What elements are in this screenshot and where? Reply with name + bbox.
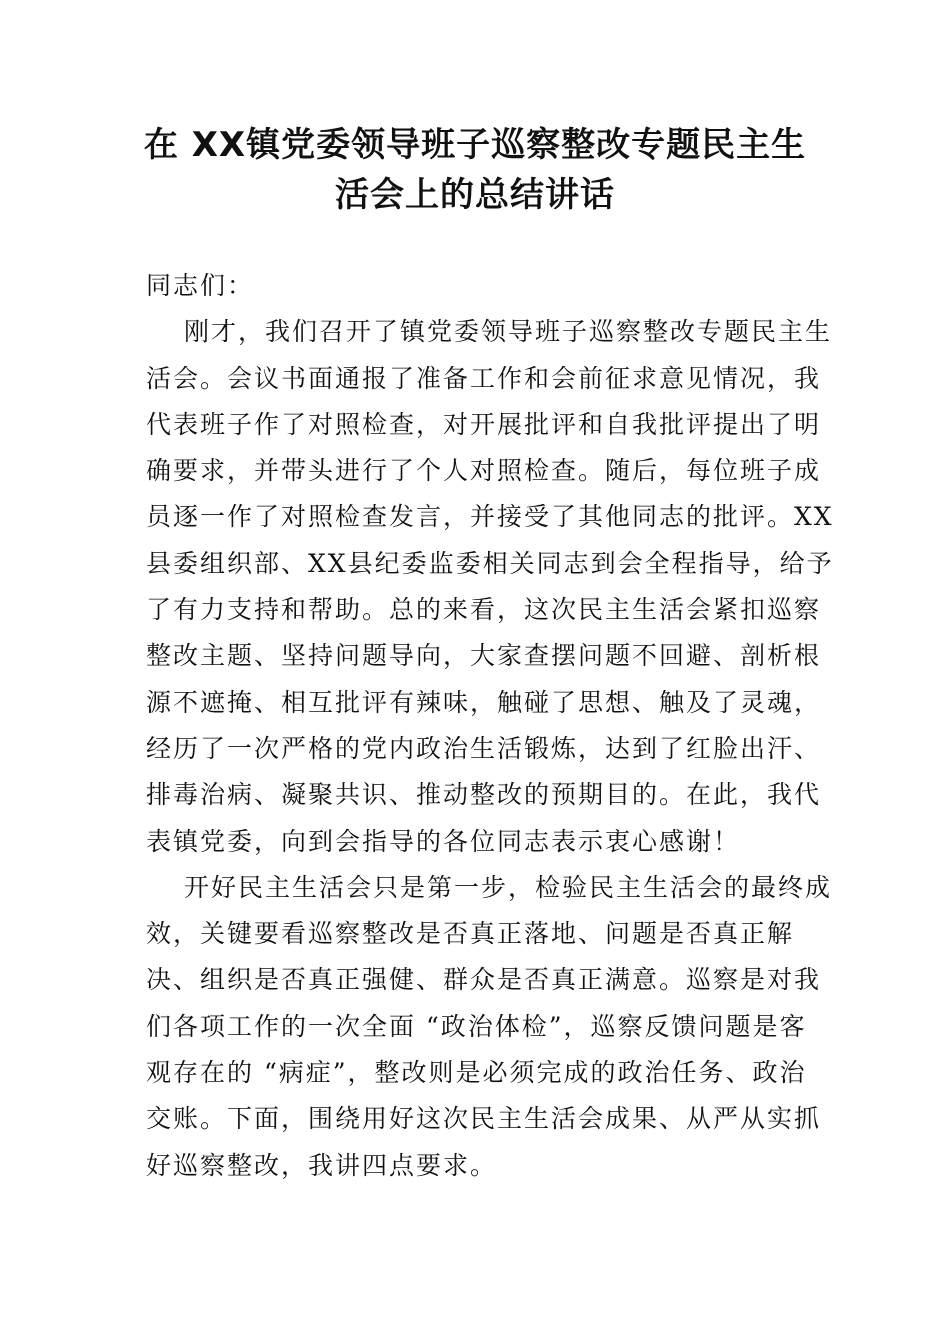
paragraph-line: 确要求，并带头进行了个人对照检查。随后，每位班子成 — [146, 456, 822, 486]
paragraph-line: 观存在的 “病症”，整改则是必须完成的政治任务、政治 — [146, 1058, 807, 1088]
title-line-2: 活会上的总结讲话 — [335, 175, 615, 215]
document-body — [146, 263, 834, 1189]
paragraph-1 — [146, 309, 834, 865]
paragraph-line: 好巡察整改，我讲四点要求。 — [146, 1150, 498, 1180]
salutation: 同志们： — [146, 271, 255, 300]
paragraph-line: 了有力支持和帮助。总的来看，这次民主生活会紧扣巡察 — [146, 595, 822, 625]
paragraph-line: 刚才，我们召开了镇党委领导班子巡察整改专题民主生 — [184, 317, 833, 347]
title-line-1: 在 XX镇党委领导班子巡察整改专题民主生 — [143, 125, 807, 165]
paragraph-line: 交账。下面，围绕用好这次民主生活会成果、从严从实抓 — [146, 1104, 822, 1134]
paragraph-line: 县委组织部、XX县纪委监委相关同志到会全程指导，给予 — [146, 548, 834, 578]
paragraph-line: 决、组织是否真正强健、群众是否真正满意。巡察是对我 — [146, 965, 822, 995]
paragraph-line: 经历了一次严格的党内政治生活锻炼，达到了红脸出汗、 — [146, 733, 822, 763]
paragraph-2 — [146, 865, 833, 1189]
paragraph-line: 们各项工作的一次全面 “政治体检”，巡察反馈问题是客 — [146, 1011, 807, 1041]
paragraph-line: 开好民主生活会只是第一步，检验民主生活会的最终成 — [184, 872, 833, 902]
paragraph-line: 排毒治病、凝聚共识、推动整改的预期目的。在此，我代 — [146, 780, 822, 810]
paragraph-line: 效，关键要看巡察整改是否真正落地、问题是否真正解 — [146, 919, 795, 949]
paragraph-line: 表镇党委，向到会指导的各位同志表示衷心感谢！ — [146, 826, 741, 856]
document-title — [130, 120, 820, 220]
paragraph-line: 员逐一作了对照检查发言，并接受了其他同志的批评。XX — [146, 502, 834, 532]
paragraph-line: 源不遮掩、相互批评有辣味，触碰了思想、触及了灵魂， — [146, 687, 822, 717]
paragraph-line: 代表班子作了对照检查，对开展批评和自我批评提出了明 — [146, 409, 822, 439]
paragraph-line: 活会。会议书面通报了准备工作和会前征求意见情况，我 — [146, 363, 822, 393]
paragraph-line: 整改主题、坚持问题导向，大家查摆问题不回避、剖析根 — [146, 641, 822, 671]
